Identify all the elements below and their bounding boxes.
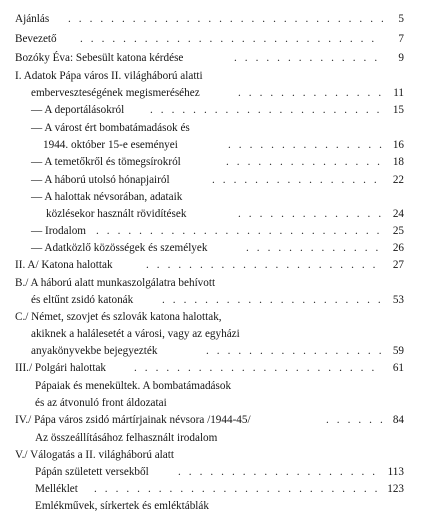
toc-line: — A háború utolsó hónapjairól . . . 22 — [0, 171, 434, 189]
toc-line — [0, 188, 434, 206]
toc-entry-text: Az összeállításához felhasznált irodalom — [35, 432, 218, 444]
toc-leader-dots — [238, 84, 383, 102]
toc-leader-dots — [206, 342, 383, 360]
toc-leader-dots — [178, 463, 377, 481]
toc-leader-dots — [68, 10, 383, 28]
toc-line: emberveszteségének megismeréséhez . . . 11 — [0, 84, 434, 102]
toc-line: anyakönyvekbe bejegyezték . . . 59 — [0, 342, 434, 360]
toc-entry-text: és eltűnt zsidó katonák — [31, 294, 134, 306]
toc-entry-text: — A háború utolsó hónapjairól — [31, 174, 170, 186]
toc-line — [0, 119, 434, 137]
toc-line: Bozóky Éva: Sebesült katona kérdése . . . 9 — [0, 49, 434, 67]
toc-entry-text: Pápán született versekből — [35, 466, 149, 478]
toc-leader-dots — [134, 359, 383, 377]
toc-line — [0, 308, 434, 326]
toc-line: III./ Polgári halottak . . . 61 — [0, 359, 434, 377]
toc-leader-dots — [96, 222, 383, 240]
toc-entry-text: közlésekor használt rövidítések — [46, 208, 187, 220]
toc-entry-text: anyakönyvekbe bejegyezték — [31, 345, 158, 357]
toc-entry-text: — A halottak névsorában, adataik — [31, 191, 183, 203]
toc-entry-text: Ajánlás — [15, 13, 50, 25]
toc-leader-dots — [234, 49, 383, 67]
toc-entry-text: és az átvonuló front áldozatai — [35, 397, 167, 409]
toc-entry-text: II. A/ Katona halottak — [15, 259, 113, 271]
toc-leader-dots — [94, 480, 377, 498]
toc-line: — A temetőkről és tömegsírokról . . . 18 — [0, 153, 434, 171]
toc-entry-text: 1944. október 15-e eseményei — [43, 139, 178, 151]
toc-line: Bevezető . . . 7 — [0, 30, 434, 48]
toc-entry-text: Bevezető — [15, 33, 57, 45]
toc-line — [0, 67, 434, 85]
toc-line: — Adatközlő közösségek és személyek . . . 26 — [0, 239, 434, 257]
toc-line — [0, 446, 434, 464]
toc-line: — Irodalom . . . 25 — [0, 222, 434, 240]
toc-leader-dots — [238, 205, 383, 223]
toc-line: — A deportálásokról . . . 15 — [0, 101, 434, 119]
toc-entry-text: — A deportálásokról — [31, 104, 125, 116]
toc-entry-text: emberveszteségének megismeréséhez — [31, 87, 200, 99]
toc-line: Melléklet . . . 123 — [0, 480, 434, 498]
toc-leader-dots — [226, 153, 383, 171]
toc-leader-dots — [212, 171, 383, 189]
toc-line: Ajánlás . . . 5 — [0, 10, 434, 28]
toc-entry-text: — A várost ért bombatámadások és — [31, 122, 190, 134]
toc-line — [0, 274, 434, 292]
toc-line: közlésekor használt rövidítések . . . 24 — [0, 205, 434, 223]
toc-entry-text: I. Adatok Pápa város II. világháború alatti — [15, 70, 203, 82]
toc-line: IV./ Pápa város zsidó mártírjainak névsora /1944-45/ . . . 84 — [0, 411, 434, 429]
toc-leader-dots — [228, 136, 383, 154]
toc-line: II. A/ Katona halottak . . . 27 — [0, 256, 434, 274]
toc-leader-dots — [246, 239, 383, 257]
toc-entry-text: IV./ Pápa város zsidó mártírjainak névsora /1944-45/ — [15, 414, 251, 426]
toc-leader-dots — [146, 256, 383, 274]
toc-entry-text: III./ Polgári halottak — [15, 362, 107, 374]
toc-entry-text: Melléklet — [35, 483, 78, 495]
toc-leader-dots — [162, 291, 383, 309]
toc-leader-dots — [80, 30, 383, 48]
toc-entry-text: Bozóky Éva: Sebesült katona kérdése — [15, 52, 184, 64]
toc-line — [0, 325, 434, 343]
toc-entry-text: C./ Német, szovjet és szlovák katona halottak, — [15, 311, 222, 323]
toc-line — [0, 497, 434, 515]
toc-line — [0, 394, 434, 412]
toc-leader-dots — [326, 411, 383, 429]
toc-leader-dots — [150, 101, 383, 119]
toc-entry-text: B./ A háború alatt munkaszolgálatra behívott — [15, 277, 216, 289]
toc-line: Pápán született versekből . . . 113 — [0, 463, 434, 481]
toc-entry-text: — Irodalom — [31, 225, 86, 237]
toc-entry-text: akiknek a halálesetét a városi, vagy az egyházi — [31, 328, 240, 340]
toc-line — [0, 429, 434, 447]
toc-entry-text: — Adatközlő közösségek és személyek — [31, 242, 208, 254]
toc-entry-text: Pápaiak és menekültek. A bombatámadások — [35, 380, 232, 392]
toc-entry-text: V./ Válogatás a II. világháború alatt — [15, 449, 174, 461]
toc-line: 1944. október 15-e eseményei . . . 16 — [0, 136, 434, 154]
toc-entry-text: Emlékművek, sírkertek és emléktáblák — [35, 500, 209, 512]
toc-line: és eltűnt zsidó katonák . . . 53 — [0, 291, 434, 309]
toc-entry-text: — A temetőkről és tömegsírokról — [31, 156, 181, 168]
toc-line — [0, 377, 434, 395]
